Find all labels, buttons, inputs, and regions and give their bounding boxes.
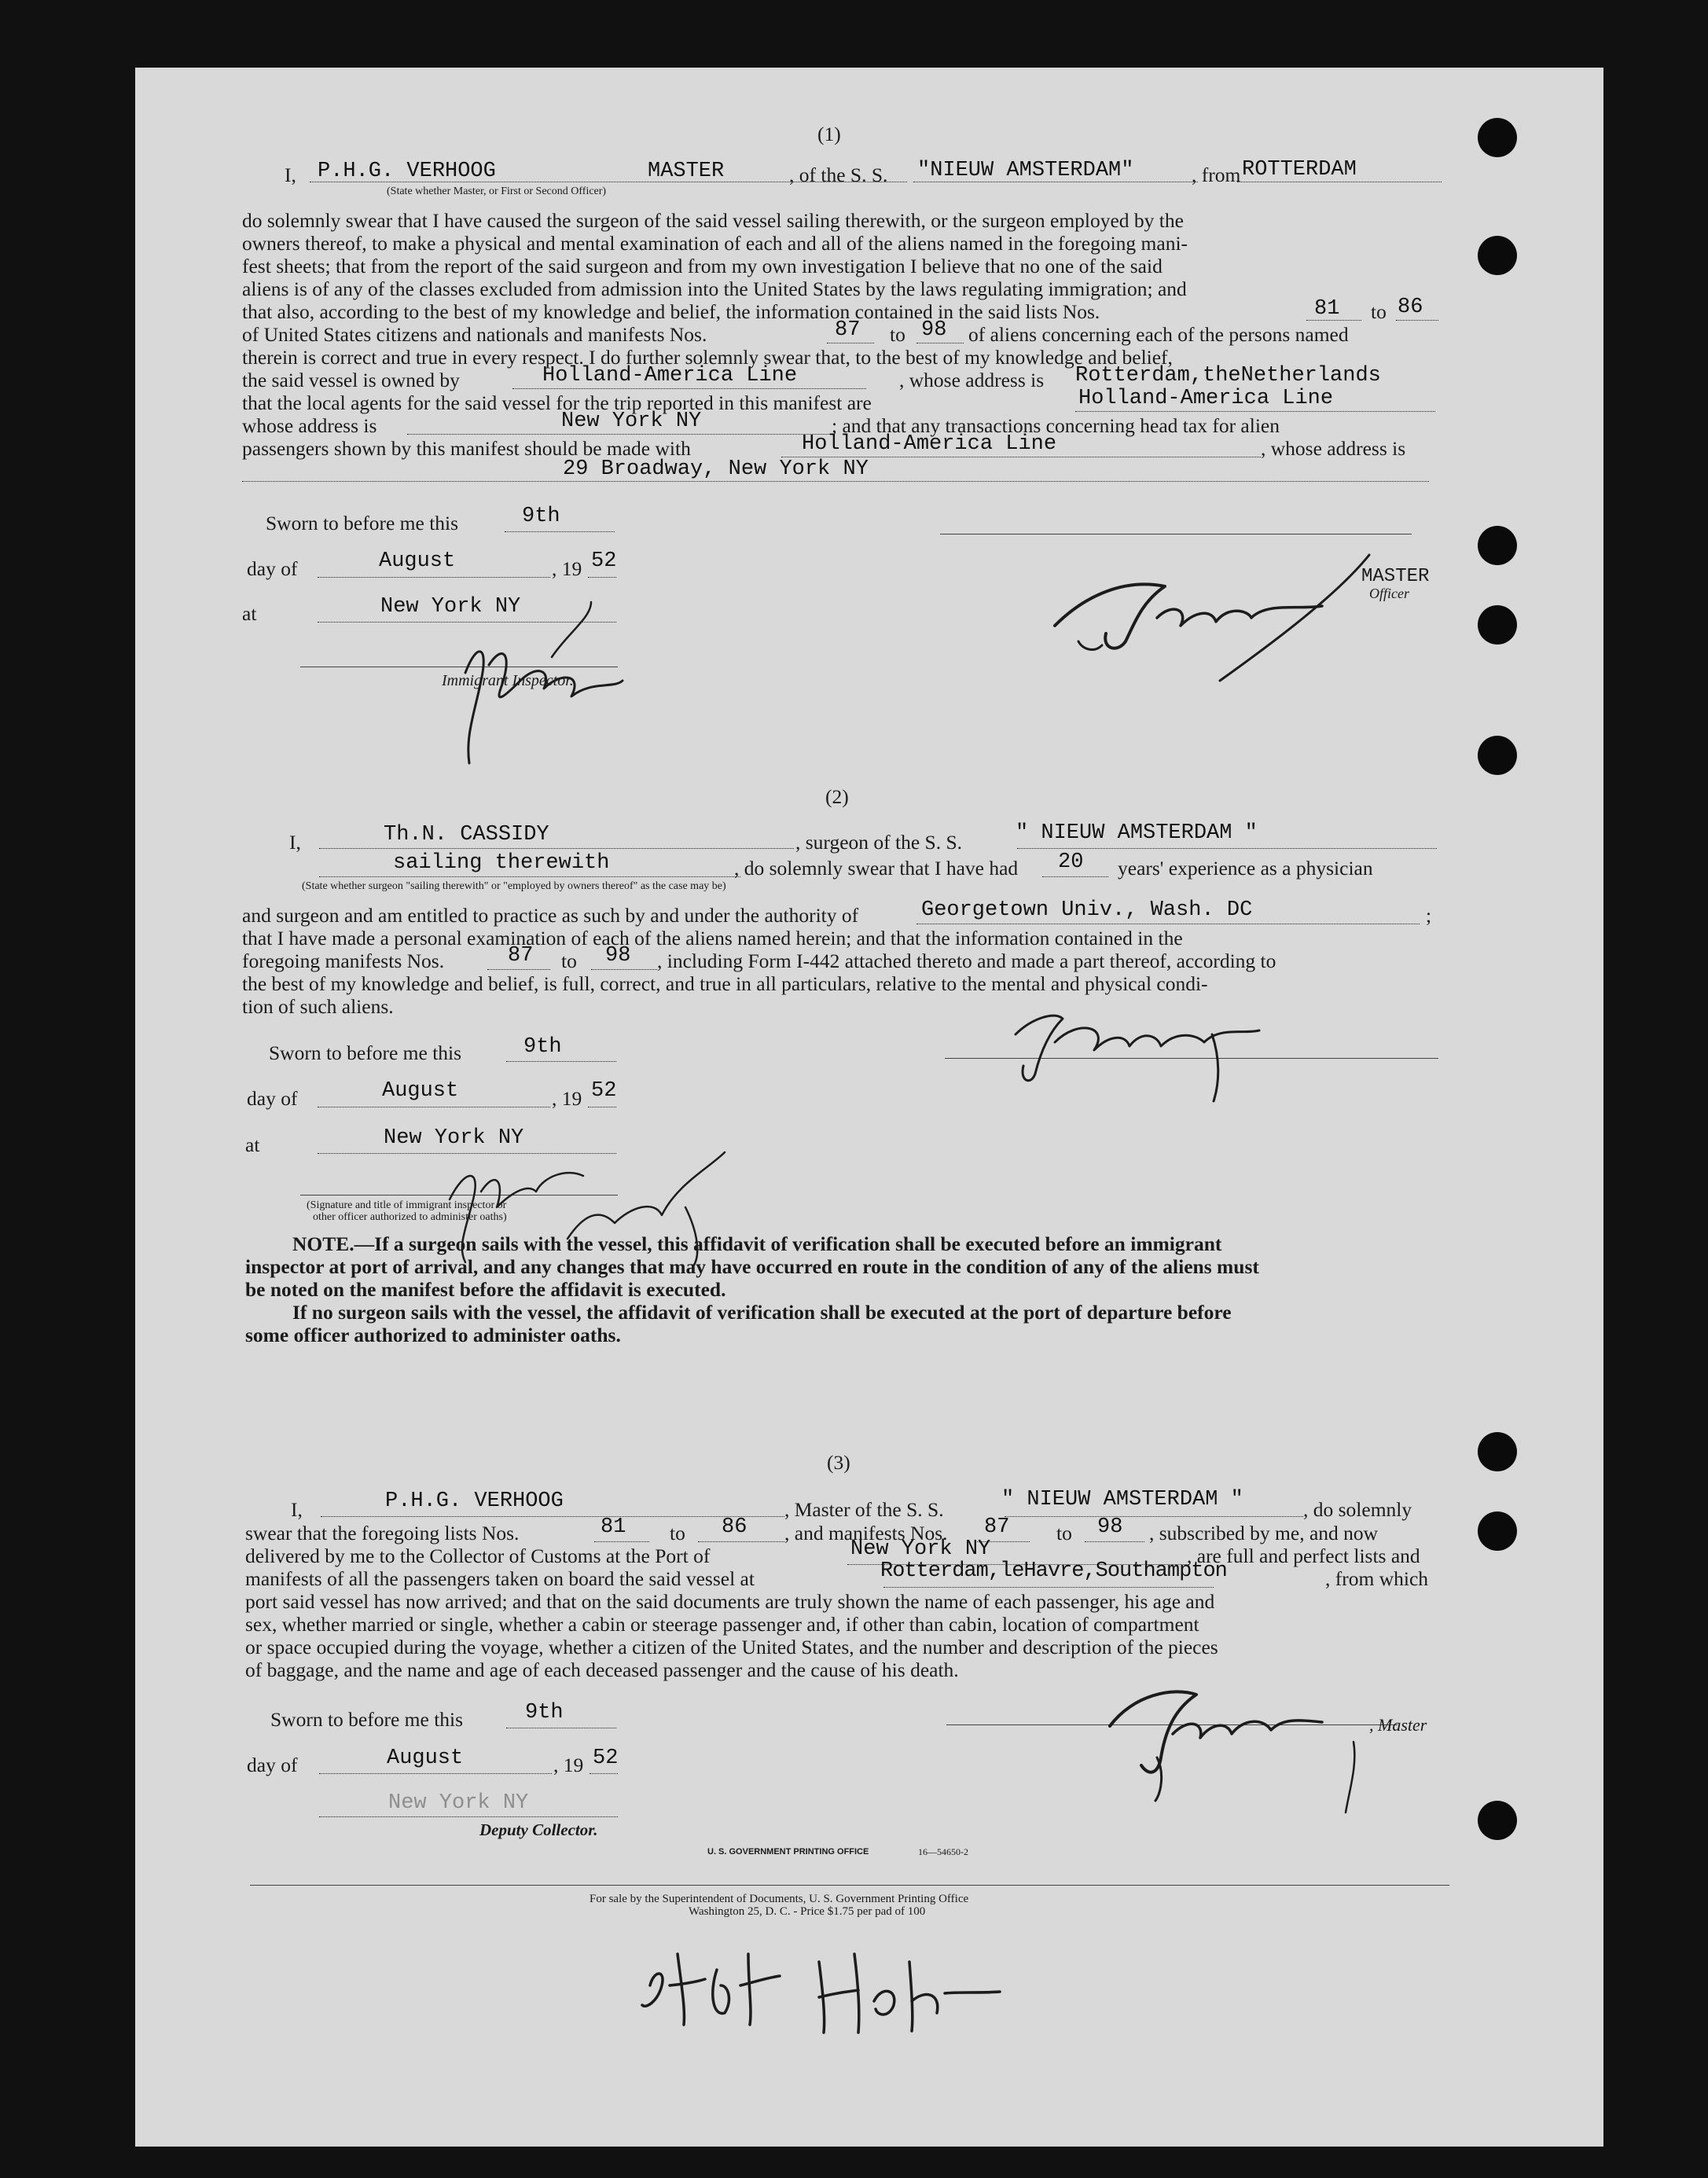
s3-master-line <box>321 1516 784 1517</box>
note-5: some officer authorized to administer oaths. <box>245 1324 621 1346</box>
owner: Holland-America Line <box>542 364 798 387</box>
section-1-number: (1) <box>817 123 841 145</box>
vessel-name: "NIEUW AMSTERDAM" <box>917 159 1134 182</box>
sec2-q3a: foregoing manifests Nos. <box>242 949 445 972</box>
sec1-p4: aliens is of any of the classes excluded from admission into the United States by the laws regulating immigration; and <box>242 277 1187 300</box>
surgeon-vessel: " NIEUW AMSTERDAM " <box>1016 821 1258 845</box>
capacity-note: (State whether surgeon "sailing therewith" or "employed by owners thereof" as the case may be) <box>302 880 726 892</box>
sec1-p10b: ; and that any transactions concerning head tax for alien <box>832 414 1280 437</box>
sec3-r7: of baggage, and the name and age of each deceased passenger and the cause of his death. <box>245 1658 959 1681</box>
sec1-p8a: the said vessel is owned by <box>242 369 460 391</box>
oath-i: I, <box>289 831 301 854</box>
semicolon: ; <box>1426 904 1432 927</box>
s3-lists-from-line <box>594 1541 649 1542</box>
s3-sworn-day: 9th <box>525 1701 564 1724</box>
agents: Holland-America Line <box>1078 387 1334 410</box>
sec3-r5: sex, whether married or single, whether a cabin or steerage passenger and, if other than cabin, location of compartment <box>245 1613 1199 1636</box>
s3-port: New York NY <box>850 1537 991 1561</box>
s2-man-from-line <box>487 969 550 970</box>
at-label: at <box>245 1133 260 1156</box>
oath-i: I, <box>285 163 296 186</box>
punch-hole <box>1478 1801 1517 1840</box>
s3-month: August <box>387 1746 464 1770</box>
sec2-q5: tion of such aliens. <box>242 995 394 1018</box>
s3-lists-from: 81 <box>601 1515 626 1539</box>
year-prefix: , 19 <box>553 1754 584 1776</box>
punch-hole <box>1478 236 1517 275</box>
agents-address: New York NY <box>561 410 702 433</box>
s2-sworn-day: 9th <box>523 1035 562 1059</box>
at-label: at <box>242 602 257 625</box>
sec3-r4: port said vessel has now arrived; and that on the said documents are truly shown the name of each passenger, his age and <box>245 1590 1215 1613</box>
s2-year: 52 <box>591 1079 617 1103</box>
sec2-q2: that I have made a personal examination of each of the aliens named herein; and that the information contained in the <box>242 927 1183 949</box>
to-label: to <box>561 949 577 972</box>
surgeon-name-line <box>319 848 794 849</box>
s3-lists-to-line <box>698 1541 784 1542</box>
day-of-label: day of <box>247 557 298 580</box>
form-code: 16—54650-2 <box>918 1846 968 1857</box>
master-rank: MASTER <box>648 160 725 183</box>
s3-man-to-line <box>1085 1541 1144 1542</box>
years: 20 <box>1058 850 1084 874</box>
sec1-p3: fest sheets; that from the report of the said surgeon and from my own investigation I believe that no one of the said <box>242 255 1163 277</box>
years-line <box>1042 876 1108 877</box>
sec1-p9: that the local agents for the said vessel for the trip reported in this manifest are <box>242 391 872 414</box>
s3-master-signature <box>1094 1663 1393 1820</box>
owner-line <box>512 388 866 389</box>
capacity-line <box>319 876 740 877</box>
inspector-label: Immigrant Inspector. <box>442 672 574 689</box>
s3-man-to: 98 <box>1097 1515 1123 1539</box>
sec3-r2a: delivered by me to the Collector of Customs at the Port of <box>245 1544 711 1567</box>
s3-vessel: " NIEUW AMSTERDAM " <box>1001 1488 1243 1511</box>
sec3-r3a: manifests of all the passengers taken on board the said vessel at <box>245 1567 755 1590</box>
s3-place-line <box>319 1816 618 1817</box>
lists-to-line <box>1396 320 1438 321</box>
sworn-day-line <box>505 531 615 532</box>
s3-year: 52 <box>593 1746 619 1770</box>
to-label: to <box>670 1522 685 1544</box>
day-of-label: day of <box>247 1087 298 1110</box>
sec1-p8b: , whose address is <box>899 369 1045 391</box>
sig-note-2: other officer authorized to administer oaths) <box>313 1211 507 1223</box>
sec3-r1c: , subscribed by me, and now <box>1149 1522 1379 1544</box>
year-prefix: , 19 <box>552 557 582 580</box>
authority: Georgetown Univ., Wash. DC <box>921 898 1253 922</box>
sec3-r1a: swear that the foregoing lists Nos. <box>245 1522 520 1544</box>
surgeon-vessel-line <box>1017 848 1437 849</box>
solemnly-label: , do solemnly <box>1303 1498 1412 1521</box>
sec3-r2b: , are full and perfect lists and <box>1187 1544 1420 1567</box>
master-of-label: , Master of the S. S. <box>784 1498 944 1521</box>
sec1-p11b: , whose address is <box>1261 437 1406 460</box>
sale-line-1: For sale by the Superintendent of Documents, U. S. Government Printing Office <box>590 1893 969 1905</box>
s3-master-label: , Master <box>1369 1715 1427 1735</box>
year: 52 <box>591 549 617 573</box>
to-label: to <box>890 323 905 346</box>
s2-man-to: 98 <box>605 944 631 968</box>
note-3: be noted on the manifest before the affidavit is executed. <box>245 1278 726 1301</box>
manifest-page <box>135 68 1603 2147</box>
section-3-number: (3) <box>827 1451 850 1474</box>
s2-day-line <box>506 1061 616 1062</box>
punch-hole <box>1478 1432 1517 1471</box>
s2-man-from: 87 <box>508 944 534 968</box>
lists-to: 86 <box>1398 296 1423 319</box>
note-1: NOTE.—If a surgeon sails with the vessel, this affidavit of verification shall be executed before an immigrant <box>292 1232 1222 1255</box>
punch-hole <box>1478 1511 1517 1551</box>
s3-lists-to: 86 <box>722 1515 747 1539</box>
sworn-label: Sworn to before me this <box>270 1708 464 1731</box>
master-signature <box>1039 523 1479 704</box>
place: New York NY <box>380 595 521 619</box>
from-label: , from <box>1192 163 1241 186</box>
sale-line-2: Washington 25, D. C. - Price $1.75 per pad of 100 <box>689 1905 926 1918</box>
capacity: sailing therewith <box>393 851 610 875</box>
to-label: to <box>1056 1522 1072 1544</box>
lists-from: 81 <box>1314 297 1340 321</box>
punch-hole <box>1478 736 1517 775</box>
bottom-handwritten-note <box>630 1938 1039 2040</box>
sec1-p2: owners thereof, to make a physical and mental examination of each and all of the aliens named in the foregoing mani- <box>242 232 1188 255</box>
s3-month-line <box>319 1773 552 1774</box>
s3-man-from: 87 <box>984 1515 1010 1539</box>
note-4: If no surgeon sails with the vessel, the affidavit of verification shall be executed at the port of departure before <box>292 1301 1232 1324</box>
year-prefix: , 19 <box>552 1087 582 1110</box>
sec1-p1: do solemnly swear that I have caused the surgeon of the said vessel sailing therewith, or the surgeon employed by the <box>242 209 1184 232</box>
swear-text: , do solemnly swear that I have had <box>734 857 1019 880</box>
sec1-p6a: of United States citizens and nationals and manifests Nos. <box>242 323 707 346</box>
sec1-p7: therein is correct and true in every respect. I do further solemnly swear that, to the best of my knowledge and belief, <box>242 346 1173 369</box>
punch-hole <box>1478 118 1517 157</box>
surgeon-of-label: , surgeon of the S. S. <box>795 831 963 854</box>
sec2-q1: and surgeon and am entitled to practice as such by and under the authority of <box>242 904 859 927</box>
oath-i: I, <box>291 1498 303 1521</box>
master-name: P.H.G. VERHOOG <box>318 160 496 183</box>
headtax-address-line <box>242 481 1429 482</box>
inspector-signature <box>434 571 685 775</box>
s3-ports-taken: Rotterdam,leHavre,Southampton <box>880 1559 1227 1583</box>
master-sig-label: MASTER <box>1361 566 1430 587</box>
s3-vessel-line <box>1005 1516 1303 1517</box>
man-to: 98 <box>921 318 947 342</box>
note-2: inspector at port of arrival, and any changes that may have occurred en route in the condition of any of the aliens must <box>245 1255 1259 1278</box>
printing-office: U. S. GOVERNMENT PRINTING OFFICE <box>707 1847 869 1857</box>
man-from: 87 <box>835 318 861 342</box>
headtax-address: 29 Broadway, New York NY <box>563 457 869 481</box>
sec1-p10a: whose address is <box>242 414 377 437</box>
sec2-q3b: , including Form I-442 attached thereto and made a part thereof, according to <box>657 949 1276 972</box>
s3-master-name: P.H.G. VERHOOG <box>385 1489 564 1513</box>
sworn-label: Sworn to before me this <box>266 512 459 534</box>
sec1-p5: that also, according to the best of my knowledge and belief, the information contained in the said lists Nos. <box>242 300 1100 323</box>
punch-hole <box>1478 605 1517 645</box>
agents-address-line <box>407 434 832 435</box>
rank-note: (State whether Master, or First or Second Officer) <box>387 185 607 197</box>
sec3-r3b: , from which <box>1325 1567 1429 1590</box>
sec3-r6: or space occupied during the voyage, whether a citizen of the United States, and the number and description of the pieces <box>245 1636 1218 1658</box>
sec1-p6b: of aliens concerning each of the persons named <box>968 323 1349 346</box>
headtax: Holland-America Line <box>802 432 1057 456</box>
s3-ports-line <box>883 1587 1214 1588</box>
sworn-label: Sworn to before me this <box>269 1041 462 1064</box>
surgeon-signature <box>992 987 1322 1105</box>
from-port: ROTTERDAM <box>1242 158 1357 182</box>
owner-address: Rotterdam,theNetherlands <box>1075 364 1381 387</box>
deputy-label: Deputy Collector. <box>479 1820 598 1839</box>
s2-man-to-line <box>591 969 657 970</box>
sig-note-1: (Signature and title of immigrant inspector or <box>307 1199 507 1211</box>
s3-year-line <box>590 1773 618 1774</box>
of-ss-label: , of the S. S. <box>789 163 888 186</box>
section-2-number: (2) <box>825 785 849 808</box>
surgeon-name: Th.N. CASSIDY <box>384 823 549 847</box>
officer-label: Officer <box>1369 586 1409 601</box>
sworn-day: 9th <box>522 505 560 528</box>
sec1-p11a: passengers shown by this manifest should be made with <box>242 437 691 460</box>
s2-month: August <box>382 1079 459 1103</box>
years-text: years' experience as a physician <box>1118 857 1373 880</box>
s2-place: New York NY <box>384 1126 524 1150</box>
s3-place-stamp: New York NY <box>388 1791 529 1815</box>
sec3-r1b: , and manifests Nos. <box>784 1522 948 1544</box>
punch-hole <box>1478 526 1517 565</box>
sec2-q4: the best of my knowledge and belief, is full, correct, and true in all particulars, relative to the mental and physical condi- <box>242 972 1208 995</box>
day-of-label: day of <box>247 1754 298 1776</box>
to-label: to <box>1371 300 1387 323</box>
footer-rule <box>250 1885 1449 1886</box>
agents-line <box>1075 411 1435 412</box>
month: August <box>379 549 456 573</box>
